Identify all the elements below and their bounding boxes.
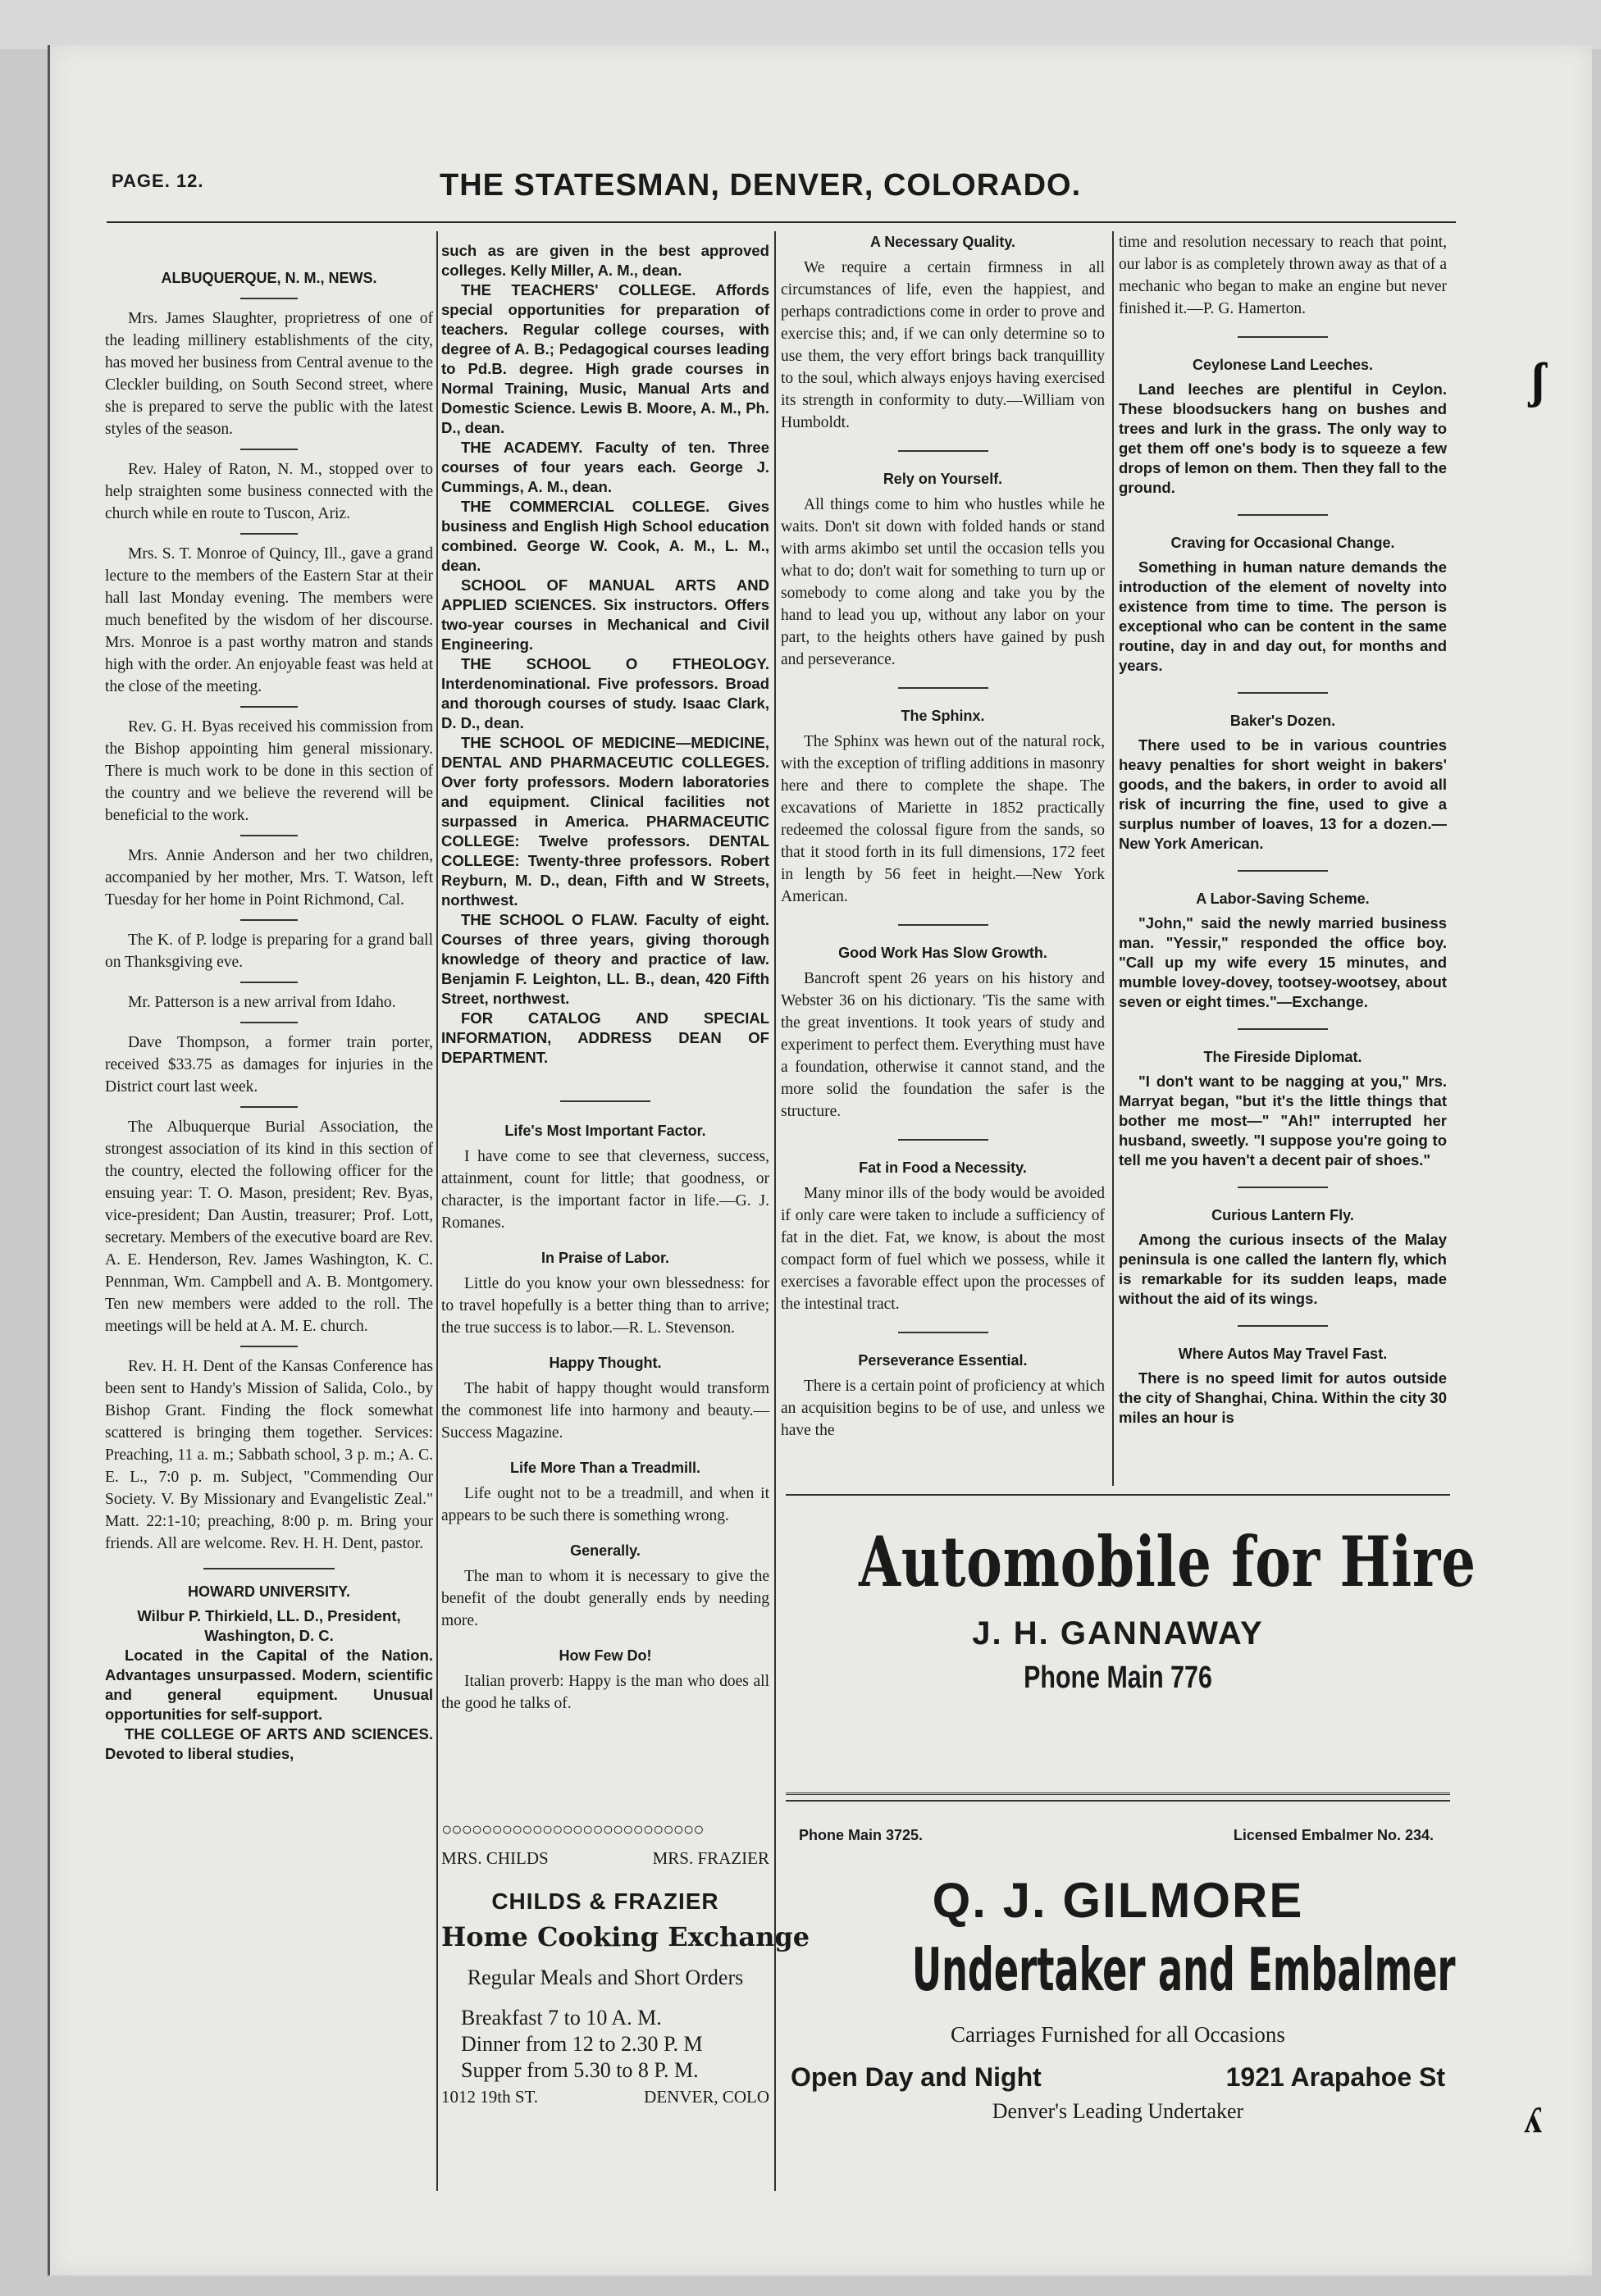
news-item: Mrs. Annie Anderson and her two children, accompanied by her mother, Mrs. T. Watson, left Tuesday for her home in Point Richmond, Cal. [105, 847, 433, 909]
albuquerque-news-heading: ALBUQUERQUE, N. M., NEWS. [161, 270, 377, 286]
item-body: The man to whom it is necessary to give the benefit of the doubt generally ends by needing more. [441, 1568, 769, 1629]
item-heading: Life More Than a Treadmill. [509, 1460, 701, 1476]
news-item: Mrs. James Slaughter, proprietress of one of the leading millinery establishments of the city, has moved her business from Central avenue to the Cleckler building, on South Second street, where she is prepared to serve the public with the latest styles of the season. [105, 310, 433, 438]
divider [240, 298, 298, 299]
proprietor-right: MRS. FRAZIER [652, 1848, 769, 1868]
item-heading: Generally. [570, 1542, 641, 1559]
item-heading: Life's Most Important Factor. [504, 1123, 706, 1139]
howard-intro: Located in the Capital of the Nation. Advantages unsurpassed. Modern, scientific and general equipment. Unusual opportunities for self-support. [105, 1647, 433, 1723]
howard-cont: THE ACADEMY. Faculty of ten. Three courses of four years each. George J. Cummings, A. M., dean. [441, 439, 769, 495]
item-body: All things come to him who hustles while he waits. Don't sit down with folded hands or stand with arms akimbo set until the occasion tells you what to do; don't wait for something to turn up or somebody to come along and take you by the hand to lead you up, without any labor on your part, to the heights others have gained by push and perseverance. [781, 496, 1105, 668]
item-body: Italian proverb: Happy is the man who does all the good he talks of. [441, 1673, 769, 1712]
divider [1238, 692, 1328, 694]
masthead-rule [107, 221, 1456, 223]
ad-hours [461, 2005, 769, 2084]
divider [898, 924, 988, 926]
item-body: There is no speed limit for autos outside the city of Shanghai, China. Within the city 30 miles an hour is [1119, 1369, 1447, 1426]
news-item: The Albuquerque Burial Association, the strongest association of its kind in this section of the country, elected the following officer for the ensuing year: T. O. Mason, president; Rev. Byas, vice-president; Dan Austin, treasurer; Prof. Lott, secretary. Members of the executive board are Rev. A. E. Henderson, Rev. James Washington, K. C. Pennman, Wm. Campbell and A. B. Montgomery. Ten new members were added to the roll. The meetings will be held at A. M. E. church. [105, 1118, 433, 1335]
ad-meals: Regular Meals and Short Orders [467, 1966, 744, 1989]
column-2 [441, 241, 769, 1715]
divider [1238, 514, 1328, 516]
item-heading: A Labor-Saving Scheme. [1196, 891, 1370, 907]
item-heading: Craving for Occasional Change. [1170, 535, 1395, 551]
item-heading: Where Autos May Travel Fast. [1178, 1346, 1388, 1362]
item-body: Life ought not to be a treadmill, and when it appears to be such there is something wrong. [441, 1485, 769, 1524]
news-item: Rev. H. H. Dent of the Kansas Conference has been sent to Handy's Mission of Salida, Colo., by Bishop Grant. Finding the flock somewhat scattered is bringing them together. Services: Preaching, 11 a. m.; Sabbath school, 3 p. m.; A. C. E. L., 7:0 p. m. Subject, "Commending Our Society. V. By Missionary and Evangelistic Zeal." Matt. 22:1-10; preaching, 8:00 p. m. Bring your friends. All are welcome. Rev. H. H. Dent, pastor. [105, 1358, 433, 1552]
gilmore-address: 1921 Arapahoe St [1225, 2062, 1445, 2092]
howard-heading: HOWARD UNIVERSITY. [187, 1583, 351, 1600]
divider [240, 1022, 298, 1023]
gilmore-ad [786, 1827, 1456, 2204]
news-item: Rev. Haley of Raton, N. M., stopped over to help straighten some business connected with the church while en route to Tuscon, Ariz. [105, 461, 433, 522]
firm-name: CHILDS & FRAZIER [491, 1888, 719, 1914]
item-body: Land leeches are plentiful in Ceylon. These bloodsuckers hang on bushes and trees and lurk in the grass. The only way to get them off one's body is to squeeze a few drops of lemon on them. Then they fall to the ground. [1119, 380, 1447, 496]
gilmore-name: Q. J. GILMORE [932, 1873, 1304, 1928]
news-item: Mrs. S. T. Monroe of Quincy, Ill., gave a grand lecture to the members of the Eastern Star at their hall last Monday evening. The members were much benefited by the wisdom of her discourse. Mrs. Monroe is a past worthy matron and stands high with the order. An enjoyable feast was held at the close of the meeting. [105, 545, 433, 695]
howard-cont: THE SCHOOL OF MEDICINE—MEDICINE, DENTAL AND PHARMACEUTIC COLLEGES. Over forty professors. Modern laboratories and equipment. Clinical facilities not surpassed in America. PHARMACEUTIC COLLEGE: Twelve professors. DENTAL COLLEGE: Twenty-three professors. Robert Reyburn, M. D., dean, Fifth and W Streets, northwest. [441, 734, 769, 909]
item-body: Something in human nature demands the introduction of the element of novelty into existence from time to time. The person is exceptional who can be content in the same routine, day in and day out, for months and years. [1119, 558, 1447, 674]
hours-supper: Supper from 5.30 to 8 P. M. [461, 2058, 699, 2082]
item-heading: Ceylonese Land Leeches. [1192, 357, 1374, 373]
howard-cont: THE SCHOOL O FLAW. Faculty of eight. Courses of three years, giving thorough knowledge of theory and practice of law. Benjamin F. Leighton, LL. B., dean, 420 Fifth Street, northwest. [441, 911, 769, 1007]
divider [240, 706, 298, 708]
gilmore-tagline: Denver's Leading Undertaker [992, 2099, 1244, 2123]
item-body: Little do you know your own blessedness: for to travel hopefully is a better thing than to arrive; the true success is to labor.—R. L. Stevenson. [441, 1275, 769, 1337]
item-body: We require a certain firmness in all circumstances of life, even the happiest, and perhaps contradictions come in order to prove and exercise this; and, if we can only determine so to use them, the very effort brings back tranquillity to the soul, which always enjoys having exercised its strength in conformity to duty.—William von Humboldt. [781, 259, 1105, 431]
ad-border: ○○○○○○○○○○○○○○○○○○○○○○○○○○ [441, 1819, 704, 1839]
ad-city: DENVER, COLO [644, 2087, 769, 2107]
item-continued: time and resolution necessary to reach that point, our labor is as completely thrown away as that of a mechanic who began to make an engine but never finished it.—P. G. Hamerton. [1119, 234, 1447, 317]
item-heading: The Fireside Diplomat. [1203, 1049, 1362, 1065]
divider [240, 1106, 298, 1108]
item-heading: A Necessary Quality. [869, 234, 1016, 250]
scan-edge [0, 0, 1601, 49]
divider [898, 687, 988, 689]
divider [898, 1332, 988, 1333]
ad-rule [786, 1793, 1450, 1802]
item-body: Among the curious insects of the Malay peninsula is one called the lantern fly, which is remarkable for its sudden leaps, made without the aid of its wings. [1119, 1231, 1447, 1307]
item-body: The habit of happy thought would transform the commonest life into harmony and beauty.—Success Magazine. [441, 1380, 769, 1442]
auto-phone: Phone Main 776 [1024, 1660, 1212, 1695]
auto-owner: J. H. GANNAWAY [972, 1615, 1264, 1651]
divider [240, 533, 298, 535]
divider [1238, 1325, 1328, 1327]
divider [898, 1139, 988, 1141]
divider [1238, 1187, 1328, 1188]
divider [560, 1100, 650, 1102]
gilmore-license: Licensed Embalmer No. 234. [1233, 1827, 1434, 1843]
howard-cont: such as are given in the best approved colleges. Kelly Miller, A. M., dean. [441, 242, 769, 279]
news-item: Mr. Patterson is a new arrival from Idaho. [128, 994, 396, 1011]
column-rule [436, 231, 438, 2191]
gilmore-phone: Phone Main 3725. [799, 1827, 924, 1843]
childs-frazier-ad [441, 1819, 810, 2188]
ad-address: 1012 19th ST. [441, 2087, 539, 2107]
item-heading: Happy Thought. [549, 1355, 662, 1371]
item-heading: The Sphinx. [901, 708, 985, 724]
hours-dinner: Dinner from 12 to 2.30 P. M [461, 2032, 703, 2056]
howard-college-arts: THE COLLEGE OF ARTS AND SCIENCES. Devoted to liberal studies, [105, 1725, 433, 1762]
column-1 [105, 256, 433, 1764]
news-item: Dave Thompson, a former train porter, received $33.75 as damages for injuries in the District court last week. [105, 1034, 433, 1096]
item-heading: Good Work Has Slow Growth. [838, 945, 1047, 961]
item-heading: Fat in Food a Necessity. [859, 1159, 1027, 1176]
divider [240, 1346, 298, 1347]
item-heading: Curious Lantern Fly. [1211, 1207, 1354, 1223]
masthead-title: THE STATESMAN, DENVER, COLORADO. [440, 168, 1082, 203]
howard-president: Wilbur P. Thirkield, LL. D., President, Washington, D. C. [137, 1607, 401, 1644]
item-heading: Perseverance Essential. [858, 1352, 1028, 1369]
divider [1238, 870, 1328, 872]
column-rule [774, 231, 776, 2191]
column-4 [1119, 231, 1447, 1428]
column-3 [781, 231, 1105, 1442]
howard-cont: THE COMMERCIAL COLLEGE. Gives business and English High School education combined. George W. Cook, A. M., L. M., dean. [441, 498, 769, 574]
item-body: The Sphinx was hewn out of the natural rock, with the exception of trifling additions in masonry here and there to complete the shape. The excavations of Mariette in 1852 practically redeemed the colossal figure from the sands, so that it stood forth in its full dimensions, 172 feet in length by 56 feet in height.—New York American. [781, 733, 1105, 905]
ad-headline: Home Cooking Exchange [441, 1921, 810, 1952]
column-rule [1112, 231, 1114, 1486]
howard-cont: THE TEACHERS' COLLEGE. Affords special opportunities for preparation of teachers. Regular college courses, with degree of A. B.; Pedagogical courses leading to Pd.B. degree. High grade courses in Normal Training, Music, Manual Arts and Domestic Science. Lewis B. Moore, A. M., Ph. D., dean. [441, 281, 769, 436]
divider [203, 1568, 335, 1569]
divider [898, 450, 988, 452]
item-heading: How Few Do! [559, 1647, 652, 1664]
howard-cont: FOR CATALOG AND SPECIAL INFORMATION, ADDRESS DEAN OF DEPARTMENT. [441, 1009, 769, 1066]
ad-rule [786, 1494, 1450, 1496]
divider [240, 449, 298, 450]
scan-speck: ʃ [1530, 353, 1546, 408]
item-body: There is a certain point of proficiency at which an acquisition begins to be of use, and unless we have the [781, 1378, 1105, 1439]
divider [1238, 336, 1328, 338]
divider [1238, 1028, 1328, 1030]
gilmore-carriages: Carriages Furnished for all Occasions [951, 2022, 1285, 2047]
item-body: There used to be in various countries heavy penalties for short weight in bakers' goods, and the bakers, in order to avoid all risk of incurring the fine, used to give a surplus number of loaves, 13 for a dozen.—New York American. [1119, 736, 1447, 852]
item-body: I have come to see that cleverness, success, attainment, count for little; that goodness, or character, is the important factor in life.—G. J. Romanes. [441, 1148, 769, 1232]
item-heading: Baker's Dozen. [1229, 713, 1336, 729]
scan-speck: ʎ [1524, 2100, 1542, 2140]
gilmore-headline: Undertaker and Embalmer [911, 1935, 1456, 2004]
page-number: PAGE. 12. [112, 171, 204, 191]
divider [240, 835, 298, 836]
item-body: Many minor ills of the body would be avoided if only care were taken to include a sufficiency of fat in the diet. Fat, we know, is about the most compact form of fuel which we possess, while it exercises a favorable effect upon the processes of the intestinal tract. [781, 1185, 1105, 1313]
howard-cont: THE SCHOOL O FTHEOLOGY. Interdenominational. Five professors. Broad and thorough courses of study. Isaac Clark, D. D., dean. [441, 655, 769, 731]
gilmore-hours: Open Day and Night [791, 2062, 1042, 2092]
divider [240, 919, 298, 921]
item-body: Bancroft spent 26 years on his history and Webster 36 on his dictionary. 'Tis the same with the great inventions. It took years of study and experiment to perfect them. Everything must have a foundation, otherwise it cannot stand, and the more solid the foundation the safer is the structure. [781, 970, 1105, 1120]
item-heading: In Praise of Labor. [541, 1250, 670, 1266]
hours-breakfast: Breakfast 7 to 10 A. M. [461, 2006, 662, 2029]
item-heading: Rely on Yourself. [883, 471, 1003, 487]
auto-headline: Automobile for Hire [859, 1521, 1476, 1602]
item-body: "I don't want to be nagging at you," Mrs. Marryat began, "but it's the little things that bother me most—" "Ah!" interrupted her husband, sweetly. "I suppose you're going to tell me you haven't a decent pair of shoes." [1119, 1073, 1447, 1168]
item-body: "John," said the newly married business man. "Yessir," responded the office boy. "Call up my wife every 15 minutes, and mumble lovey-dovey, tootsey-wootsey, about seven or eight times."—Exchange. [1119, 914, 1447, 1010]
divider [240, 982, 298, 983]
news-item: Rev. G. H. Byas received his commission from the Bishop appointing him general missionary. There is much work to be done in this section of the country and we believe the reverend will be beneficial to the work. [105, 718, 433, 824]
news-item: The K. of P. lodge is preparing for a grand ball on Thanksgiving eve. [105, 932, 433, 971]
automobile-ad [786, 1521, 1476, 1767]
proprietor-left: MRS. CHILDS [441, 1848, 549, 1868]
howard-cont: SCHOOL OF MANUAL ARTS AND APPLIED SCIENCES. Six instructors. Offers two-year courses in Mechanical and Civil Engineering. [441, 576, 769, 653]
